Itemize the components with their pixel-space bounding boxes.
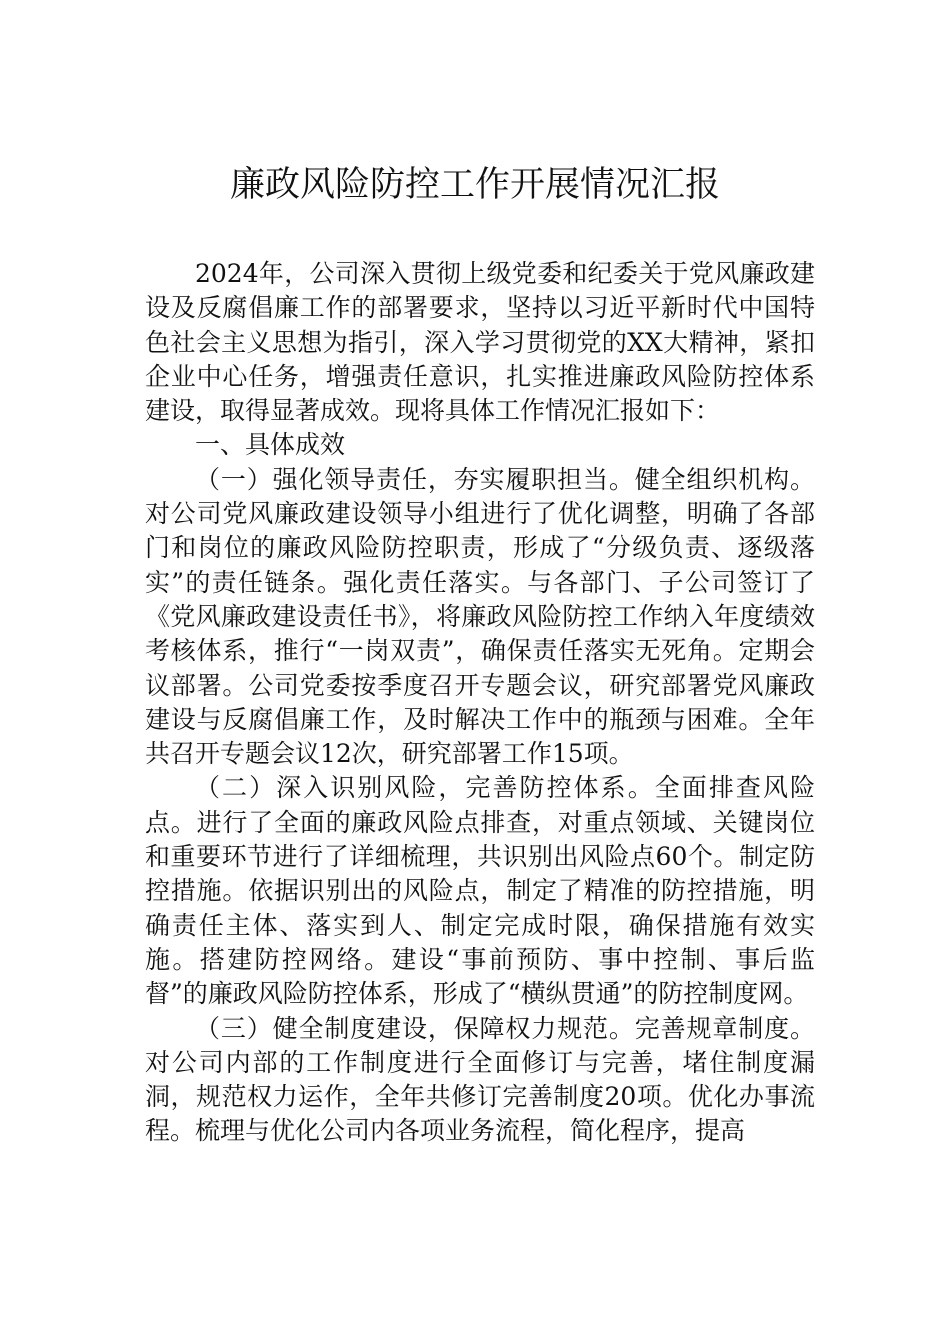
paragraph-risk: （二）深入识别风险，完善防控体系。全面排查风险点。进行了全面的廉政风险点排查，对重点领域、关键岗位和重要环节进行了详细梳理，共识别出风险点60个。制定防控措施。依据识别出的风险点，制定了精准的防控措施，明确责任主体、落实到人、制定完成时限，确保措施有效实施。搭建防控网络。建设“事前预防、事中控制、事后监督”的廉政风险防控体系，形成了“横纵贯通”的防控制度网。 [145, 773, 815, 1009]
intro-paragraph: 2024年，公司深入贯彻上级党委和纪委关于党风廉政建设及反腐倡廉工作的部署要求，坚持以习近平新时代中国特色社会主义思想为指引，深入学习贯彻党的XX大精神，紧扣企业中心任务，增强责任意识，扎实推进廉政风险防控体系建设，取得显著成效。现将具体工作情况汇报如下： [145, 259, 815, 426]
paragraph-system: （三）健全制度建设，保障权力规范。完善规章制度。对公司内部的工作制度进行全面修订与完善，堵住制度漏洞，规范权力运作，全年共修订完善制度20项。优化办事流程。梳理与优化公司内各项业务流程，简化程序，提高 [145, 1013, 815, 1146]
document-body [145, 257, 815, 1149]
paragraph-leadership: （一）强化领导责任，夯实履职担当。健全组织机构。对公司党风廉政建设领导小组进行了优化调整，明确了各部门和岗位的廉政风险防控职责，形成了“分级负责、逐级落实”的责任链条。强化责任落实。与各部门、子公司签订了《党风廉政建设责任书》，将廉政风险防控工作纳入年度绩效考核体系，推行“一岗双责”，确保责任落实无死角。定期会议部署。公司党委按季度召开专题会议，研究部署党风廉政建设与反腐倡廉工作，及时解决工作中的瓶颈与困难。全年共召开专题会议12次，研究部署工作15项。 [145, 464, 815, 769]
document-title: 廉政风险防控工作开展情况汇报 [229, 165, 720, 205]
section-heading: 一、具体成效 [195, 430, 346, 460]
